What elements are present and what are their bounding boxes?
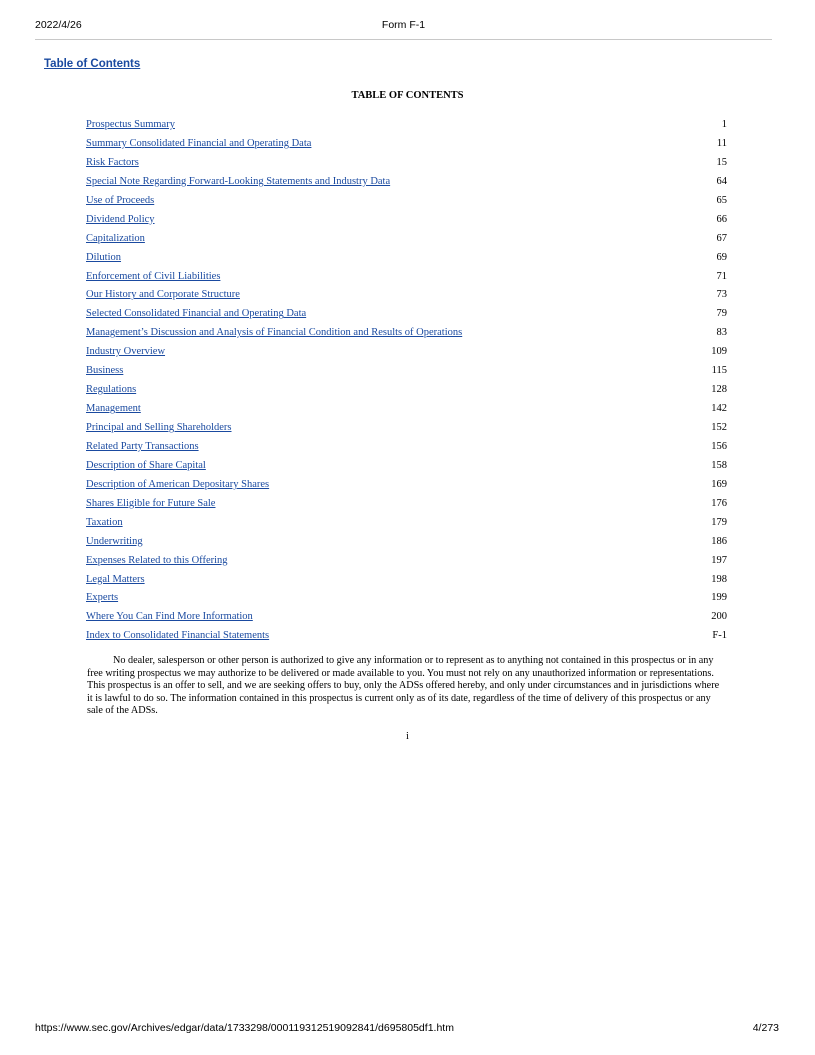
toc-page-number: 199 <box>711 592 727 604</box>
toc-page-number: 71 <box>716 270 727 282</box>
toc-page-number: 156 <box>711 440 727 452</box>
toc-entry-link[interactable]: Principal and Selling Shareholders <box>86 422 232 433</box>
toc-entry-link[interactable]: Expenses Related to this Offering <box>86 554 228 566</box>
toc-row <box>86 286 727 305</box>
toc-page-number: 73 <box>716 289 727 301</box>
print-date: 2022/4/26 <box>35 19 82 31</box>
toc-row <box>86 211 727 230</box>
toc-row <box>86 514 727 533</box>
toc-page-number: 142 <box>711 403 727 415</box>
toc-page-number: 176 <box>711 497 727 509</box>
toc-page-number: 83 <box>716 327 727 339</box>
toc-row <box>86 173 727 192</box>
toc-entry-link[interactable]: Dilution <box>86 251 122 263</box>
table-of-contents-link[interactable]: Table of Contents <box>44 58 141 70</box>
toc-row <box>86 571 727 590</box>
toc-entry-link[interactable]: Management <box>86 403 141 415</box>
toc-row <box>86 324 727 343</box>
toc-list <box>86 116 727 646</box>
toc-page-number: 69 <box>716 251 727 263</box>
toc-entry-link[interactable]: Description of American Depositary Shares <box>86 478 270 490</box>
toc-entry-link[interactable]: Risk Factors <box>86 156 139 168</box>
source-url: https://www.sec.gov/Archives/edgar/data/1733298/000119312519092841/d695805df1.htm <box>35 1022 454 1034</box>
toc-entry-link[interactable]: Enforcement of Civil Liabilities <box>86 270 221 282</box>
toc-page-number: 152 <box>711 422 727 433</box>
toc-page-number: 11 <box>716 137 727 149</box>
toc-page-number: 1 <box>721 119 727 130</box>
toc-row <box>86 608 727 627</box>
toc-row <box>86 552 727 571</box>
toc-page-number: 67 <box>716 232 727 244</box>
toc-row <box>86 305 727 324</box>
toc-row <box>86 154 727 173</box>
toc-entry-link[interactable]: Capitalization <box>86 232 145 244</box>
toc-entry-link[interactable]: Dividend Policy <box>86 213 155 225</box>
toc-page-number: 115 <box>711 365 727 377</box>
toc-page-number: F-1 <box>712 630 727 642</box>
toc-entry-link[interactable]: Taxation <box>86 516 123 528</box>
toc-page-number: 186 <box>711 535 727 547</box>
toc-row <box>86 627 727 646</box>
toc-entry-link[interactable]: Summary Consolidated Financial and Operating Data <box>86 137 312 149</box>
toc-entry-link[interactable]: Underwriting <box>86 535 143 547</box>
toc-page-number: 169 <box>711 478 727 490</box>
toc-entry-link[interactable]: Index to Consolidated Financial Statements <box>86 630 270 642</box>
toc-entry-link[interactable]: Experts <box>86 592 119 604</box>
toc-page-number: 79 <box>716 308 727 320</box>
toc-entry-link[interactable]: Regulations <box>86 384 137 396</box>
toc-page-number: 179 <box>711 516 727 528</box>
toc-page-number: 197 <box>711 554 727 566</box>
toc-entry-link[interactable]: Management’s Discussion and Analysis of Financial Condition and Results of Operations <box>86 327 463 339</box>
toc-row <box>86 476 727 495</box>
toc-page-number: 15 <box>716 156 727 168</box>
toc-entry-link[interactable]: Business <box>86 365 124 377</box>
toc-row <box>86 343 727 362</box>
toc-entry-link[interactable]: Selected Consolidated Financial and Operating Data <box>86 308 307 320</box>
toc-entry-link[interactable]: Special Note Regarding Forward-Looking Statements and Industry Data <box>86 175 391 187</box>
toc-page-number: 198 <box>711 573 727 585</box>
toc-row <box>86 230 727 249</box>
toc-page-number: 65 <box>716 194 727 206</box>
toc-page-number: 109 <box>711 346 727 358</box>
toc-entry-link[interactable]: Use of Proceeds <box>86 194 155 206</box>
toc-entry-link[interactable]: Where You Can Find More Information <box>86 611 253 623</box>
toc-row <box>86 268 727 287</box>
toc-entry-link[interactable]: Related Party Transactions <box>86 440 199 452</box>
toc-row <box>86 457 727 476</box>
toc-page-number: 158 <box>711 459 727 471</box>
toc-entry-link[interactable]: Prospectus Summary <box>86 119 175 130</box>
toc-page-number: 200 <box>711 611 727 623</box>
page-indicator: 4/273 <box>752 1022 779 1034</box>
toc-entry-link[interactable]: Industry Overview <box>86 346 166 358</box>
toc-row <box>86 400 727 419</box>
toc-row <box>86 438 727 457</box>
toc-row <box>86 135 727 154</box>
print-header <box>35 17 772 40</box>
toc-row <box>86 249 727 268</box>
disclaimer-paragraph: No dealer, salesperson or other person is authorized to give any information or to represent as to anything not contained in this prospectus or in any free writing prospectus we may authorize to be delivered or made available to you. You must not rely on any unauthorized information or representations. This prospectus is an offer to sell, and we are seeking offers to buy, only the ADSs offered hereby, and only under circumstances and in jurisdictions where it is lawful to do so. The information contained in this prospectus is current only as of its date, regardless of the time of delivery of this prospectus or any sale of the ADSs. <box>87 655 720 717</box>
toc-row <box>86 192 727 211</box>
page-number: i <box>406 731 409 742</box>
toc-row <box>86 495 727 514</box>
toc-entry-link[interactable]: Description of Share Capital <box>86 459 206 471</box>
toc-page-number: 66 <box>716 213 727 225</box>
toc-entry-link[interactable]: Legal Matters <box>86 573 145 585</box>
toc-row <box>86 419 727 438</box>
document-title: Form F-1 <box>381 19 426 31</box>
toc-entry-link[interactable]: Our History and Corporate Structure <box>86 289 240 301</box>
toc-row <box>86 362 727 381</box>
toc-entry-link[interactable]: Shares Eligible for Future Sale <box>86 497 216 509</box>
toc-page-number: 128 <box>711 384 727 396</box>
toc-page-number: 64 <box>716 175 727 187</box>
toc-row <box>86 533 727 552</box>
toc-heading: TABLE OF CONTENTS <box>351 90 464 101</box>
toc-row <box>86 381 727 400</box>
toc-row <box>86 116 727 135</box>
toc-row <box>86 589 727 608</box>
